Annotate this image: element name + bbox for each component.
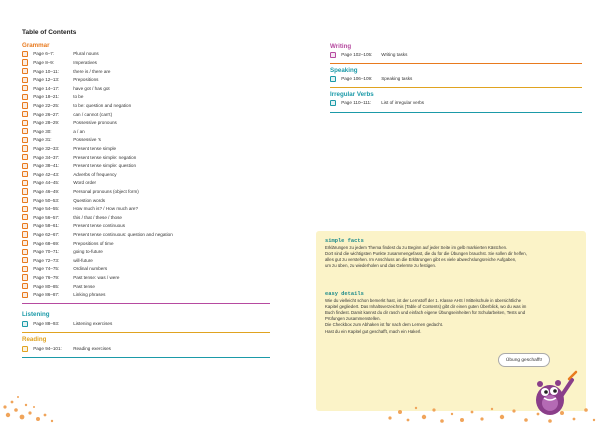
tip-line: alles gut zu verstehen. Im Anschluss an die Erklärungen gibt es viele abwechslungsreiche Aufgaben, [325,257,517,263]
toc-entry [330,51,407,59]
toc-entry [22,345,111,353]
irregular-heading: Irregular Verbs [330,91,374,98]
entry-page: Page 38–41: [33,163,60,169]
toc-entry [22,291,105,299]
entry-page: Page 68–69: [33,240,60,246]
entry-page: Page 70–71: [33,249,60,255]
irregular-rule [330,112,582,113]
toc-entry [22,110,112,118]
entry-page: Page 80–85: [33,283,60,289]
toc-entry [22,127,85,135]
checkbox[interactable] [22,77,28,83]
entry-topic: Listening exercises [73,321,113,327]
entry-topic: have got / has got [73,85,110,91]
tip-line: Die Checkbox zum Abhaken ist für nach dem Lernen gedacht. [325,322,443,328]
entry-page: Page 62–67: [33,231,60,237]
entry-page: Page 42–43: [33,171,60,177]
entry-page: Page 18–21: [33,94,60,100]
entry-topic: Question words [73,197,106,203]
entry-page: Page 28–29: [33,120,60,126]
checkbox[interactable] [22,274,28,280]
entry-page: Page 44–45: [33,180,60,186]
entry-topic: Present tense continuous [73,223,126,229]
checkbox[interactable] [22,59,28,65]
entry-topic: Linking phrases [73,292,106,298]
entry-page: Page 22–25: [33,102,60,108]
entry-topic: will-future [73,257,93,263]
entry-page: Page 86–87: [33,292,60,298]
checkbox[interactable] [22,111,28,117]
checkbox[interactable] [22,154,28,160]
entry-page: Page 6–7: [33,51,55,57]
entry-topic: to be [73,94,84,100]
entry-topic: this / that / these / those [73,214,122,220]
entry-topic: Possessive 's [73,137,101,143]
entry-topic: Personal pronouns (object form) [73,188,139,194]
entry-page: Page 12–13: [33,77,60,83]
checkbox[interactable] [22,249,28,255]
grammar-rule [22,303,270,304]
entry-topic: Reading exercises [73,346,111,352]
entry-topic: Past tense [73,283,95,289]
entry-topic: Ordinal numbers [73,266,108,272]
checkbox[interactable] [22,85,28,91]
toc-entry [22,282,95,290]
entry-topic: Present tense continuous: question and negation [73,231,173,237]
checkbox[interactable] [22,68,28,74]
entry-page: Page 58–61: [33,223,60,229]
toc-entry [22,222,125,230]
speaking-heading: Speaking [330,67,358,74]
checkbox[interactable] [22,206,28,212]
entry-topic: going to-future [73,249,103,255]
checkbox[interactable] [22,102,28,108]
checkbox[interactable] [22,171,28,177]
toc-entry [22,196,105,204]
toc-entry [22,231,173,239]
entry-topic: Writing tasks [381,52,408,58]
checkbox[interactable] [22,240,28,246]
toc-entry [22,205,138,213]
tip-line: Buch findest. Damit kannst du dir rasch und einfach eigene Übungseinheiten für Schularbeiten, Tests und [325,310,526,316]
entry-topic: Present tense simple: negation [73,154,137,160]
entry-page: Page 50–53: [33,197,60,203]
toc-entry [22,265,107,273]
checkbox[interactable] [330,100,336,106]
checkbox[interactable] [22,180,28,186]
checkbox[interactable] [22,163,28,169]
checkbox[interactable] [22,292,28,298]
decorative-dots-left-icon [0,355,80,425]
entry-topic: can / cannot (can't) [73,111,113,117]
checkbox[interactable] [22,94,28,100]
entry-page: Page 94–101: [33,346,62,352]
easy-details-heading: easy details [325,291,364,297]
reading-heading: Reading [22,336,47,343]
entry-page: Page 32–33: [33,145,60,151]
entry-topic: Speaking tasks [381,76,413,82]
tip-line: um zu üben, zu wiederholen und das Gelernte zu festigen. [325,263,437,269]
checkbox[interactable] [22,231,28,237]
entry-topic: Plural nouns [73,51,99,57]
grammar-heading: Grammar [22,42,50,49]
toc-entry [330,75,412,83]
toc-entry [22,119,117,127]
checkbox[interactable] [22,197,28,203]
entry-topic: Prepositions [73,77,99,83]
toc-entry [22,213,122,221]
entry-page: Page 74–75: [33,266,60,272]
checkbox[interactable] [22,51,28,57]
entry-page: Page 102–105: [341,52,373,58]
checkbox[interactable] [22,346,28,352]
entry-page: Page 34–37: [33,154,60,160]
checkbox[interactable] [22,321,28,327]
toc-entry [22,102,131,110]
listening-rule [22,332,270,333]
tip-line: Erklärungen zu jedem Thema findest du zu Beginn auf jeder Seite im gelb markierten Kästchen. [325,245,508,250]
entry-topic: a / an [73,128,85,134]
checkbox[interactable] [22,145,28,151]
toc-entry [22,136,101,144]
toc-entry [22,170,117,178]
toc-entry [22,239,114,247]
entry-page: Page 106–109: [341,76,373,82]
tip-line: Prüfungen zusammenstellen. [325,316,381,322]
toc-entry [22,162,136,170]
speaking-rule [330,87,582,88]
toc-entry [22,320,112,328]
entry-topic: Present tense simple [73,145,117,151]
tip-line: Wie du vielleicht schon bemerkt hast, ist der Lernstoff der 1. Klasse AHS / Mittelschule in übersichtliche [325,298,521,303]
toc-entry [22,84,110,92]
toc-entry [22,145,116,153]
toc-entry [22,59,97,67]
simple-facts-heading: simple facts [325,238,364,244]
entry-page: Page 31: [33,137,52,143]
toc-entry [22,76,98,84]
checkbox[interactable] [330,52,336,58]
entry-page: Page 10–11: [33,68,59,74]
entry-page: Page 30: [33,128,52,134]
entry-page: Page 54–55: [33,206,60,212]
entry-page: Page 76–79: [33,274,60,280]
listening-heading: Listening [22,311,50,318]
checkbox[interactable] [22,120,28,126]
entry-page: Page 56–57: [33,214,60,220]
tip-line: Dort sind die wichtigsten Punkte zusammengefasst, die du für die Übungen brauchst. Sie sollen dir helfen, [325,251,527,257]
entry-topic: Possessive pronouns [73,120,117,126]
checkbox[interactable] [22,223,28,229]
writing-heading: Writing [330,43,352,50]
toc-entry [22,153,136,161]
entry-topic: How much is? / How much are? [73,206,139,212]
checkbox[interactable] [22,266,28,272]
toc-entry [22,179,96,187]
toc-entry [22,256,93,264]
checkbox[interactable] [22,283,28,289]
toc-entry [22,188,139,196]
checkbox[interactable] [22,257,28,263]
toc-entry [22,248,103,256]
tip-line: Hast du ein Kapitel gut geschafft, mach ein Hakerl. [325,328,422,334]
checkbox[interactable] [22,188,28,194]
entry-topic: to be: question and negation [73,102,132,108]
entry-page: Page 8–9: [33,59,55,65]
tip-line: Kapitel gegliedert. Das Inhaltsverzeichnis (Table of Contents) gibt dir einen guten Überblick, wo du was im [325,304,527,310]
checkbox[interactable] [22,137,28,143]
toc-entry [330,99,424,107]
toc-right-column [330,0,582,230]
entry-topic: Present tense simple: question [73,163,137,169]
checkbox[interactable] [22,214,28,220]
entry-page: Page 88–93: [33,321,60,327]
writing-rule [330,63,582,64]
entry-topic: Word order [73,180,97,186]
entry-topic: Adverbs of frequency [73,171,117,177]
entry-page: Page 14–17: [33,85,60,91]
entry-topic: there is / there are [73,68,111,74]
entry-topic: List of irregular verbs [381,100,425,106]
entry-topic: Imperatives [73,59,97,65]
toc-entry [22,93,83,101]
entry-page: Page 110–111: [341,100,372,106]
toc-entry [22,274,119,282]
checkbox[interactable] [330,76,336,82]
speech-bubble: Übung geschafft! [498,353,550,367]
entry-topic: Prepositions of time [73,240,114,246]
entry-topic: Past tense: was / were [73,274,120,280]
entry-page: Page 72–73: [33,257,60,263]
checkbox[interactable] [22,128,28,134]
toc-entry [22,67,110,75]
page-title: Table of Contents [22,29,77,36]
toc-entry [22,50,99,58]
decorative-dots-right-icon [380,390,600,425]
entry-page: Page 46–49: [33,188,60,194]
entry-page: Page 26–27: [33,111,60,117]
